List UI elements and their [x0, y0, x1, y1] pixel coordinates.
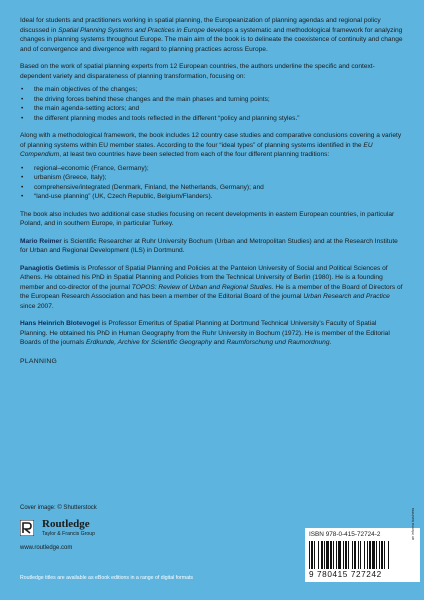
intro-text-b: develops a systematic and methodological framework for analyzing changes in planning systems throughout Europe. The main aim of the book is to delineate the coexistence of continuity and change and of convergence and divergence with regard to planning practices across Europe. [20, 26, 403, 53]
publisher-url: www.routledge.com [20, 545, 73, 551]
author-name: Panagiotis Getimis [20, 264, 80, 272]
journal-title: TOPOS: Review of Urban and Regional Studies [131, 283, 272, 291]
compendium-title: EU Compendium [20, 141, 373, 158]
intro-text-a: Ideal for students and practitioners working in spatial planning, the Europeanization of planning agendas and regional policy discussed in [20, 17, 381, 34]
subject-category: PLANNING [20, 357, 58, 365]
author-bio-text: . He is a member of the Board of Directors of the European Research Association and has been a member of the Editorial Board of the journal [20, 283, 403, 300]
barcode-icon [309, 541, 417, 569]
ebook-note: Routledge titles are available as eBook editions in a range of digital formats [20, 575, 194, 581]
author-bio-text: is Scientific Researcher at Ruhr University Bochum (Urban and Metropolitan Studies) and at the Research Institute for Urban and Regional Development (ILS) in Dortmund. [20, 237, 398, 254]
author-bio-blotevogel [20, 319, 404, 348]
informa-text: an informa business [411, 507, 415, 540]
traditions-list [20, 164, 404, 202]
author-name: Hans Heinrich Blotevogel [20, 320, 100, 327]
author-bio-text: is Professor Emeritus of Spatial Planning at Dortmund Technical University’s Faculty of Spatial Planning. He obtained his PhD in Human Geography from the Ruhr University in Bochum (1972). He is member of the Editorial Boards of the journals [20, 320, 390, 346]
list-item: • the driving forces behind these changes and the main phases and turning points; [20, 95, 404, 105]
publisher-logo [20, 518, 140, 558]
author-bio-text: is Professor of Spatial Planning and Policies at the Panteion University of Social and Political Sciences of Athens. He obtained his PhD in Spatial Planning and Policies from the Technical University of Berlin (1980). He is a founding member and co-director of the journal [20, 264, 388, 291]
barcode-panel [305, 528, 420, 582]
book-title: Spatial Planning Systems and Practices in Europe [58, 26, 205, 34]
list-item: • the main objectives of the changes; [20, 85, 404, 95]
case-studies-paragraph: The book also includes two additional case studies focusing on recent developments in eastern European countries, in particular Poland, and in southern Europe, in particular Turkey. [20, 210, 395, 227]
framework-text-b: , at least two countries have been selected from each of the four different planning traditions: [59, 151, 330, 158]
framework-text-a: Along with a methodological framework, the book includes 12 country case studies and comparative conclusions covering a variety of planning systems within EU member states. According to the four “ideal types” of planning systems identified in the [20, 132, 402, 149]
isbn-label: ISBN 978-0-415-72724-2 [309, 531, 381, 538]
publisher-group: Taylor & Francis Group [42, 531, 96, 537]
list-item: • urbanism (Greece, Italy); [20, 173, 404, 183]
journal-title: Raumforschung und Raumordnung [226, 339, 330, 346]
cover-credit: Cover image: © Shutterstock [20, 505, 97, 511]
routledge-r-icon [20, 520, 34, 536]
author-bio-text: and [211, 339, 227, 346]
author-bio-reimer [20, 237, 404, 256]
author-bio-text: since 2007. [20, 302, 54, 310]
focus-list [20, 85, 404, 123]
barcode-digits: 9 780415 727242 [309, 570, 382, 579]
list-item: • “land-use planning” (UK, Czech Republic, Belgium/Flanders). [20, 192, 404, 202]
list-item: • regional–economic (France, Germany); [20, 164, 404, 174]
author-bio-getimis [20, 264, 404, 312]
author-name: Mario Reimer [20, 237, 62, 245]
focus-paragraph: Based on the work of spatial planning experts from 12 European countries, the authors underline the specific and context-dependent variety and disparateness of planning transformation, focusing on: [20, 63, 375, 80]
list-item: • comprehensive/integrated (Denmark, Finland, the Netherlands, Germany); and [20, 183, 404, 193]
journal-title: Erdkunde, Archive for Scientific Geography [85, 339, 212, 346]
publisher-name: Routledge [42, 518, 90, 530]
intro-paragraph [20, 16, 404, 54]
list-item: • the different planning modes and tools reflected in the different “policy and planning styles.” [20, 114, 404, 124]
informa-tagline [410, 507, 418, 540]
framework-paragraph [20, 131, 404, 160]
list-item: • the main agenda-setting actors; and [20, 104, 404, 114]
journal-title: Urban Research and Practice [303, 293, 390, 300]
author-bio-text: . [329, 339, 332, 346]
